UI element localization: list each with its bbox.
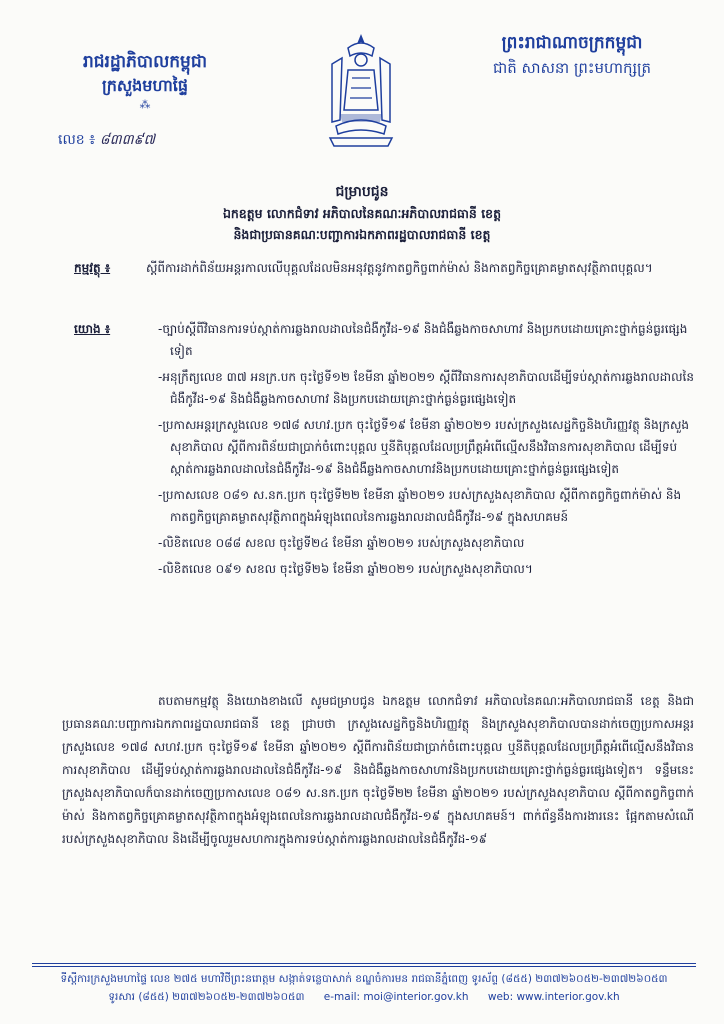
footer-contacts [32,988,696,1006]
reference-item: -លិខិតលេខ ០៩១ សខល ចុះថ្ងៃទី២៦ ខែមីនា ឆ្នាំ២០២១ របស់ក្រសួងសុខាភិបាល។ [158,562,533,576]
footer-email[interactable]: e-mail: moi@interior.gov.kh [323,991,469,1003]
reference-label: លេខ ៖ [58,132,96,148]
references-section [74,318,694,584]
royal-emblem-icon [318,30,404,150]
footer-fax: ទូរសារ (៨៥៥) ២៣៧២៦០៥២-២៣៧២៦០៥៣ [108,991,305,1003]
references-label: យោង ៖ [74,322,111,336]
reference-item: -ច្បាប់ស្តីពីវិធានការទប់ស្កាត់ការឆ្លងរាលដាលនៃជំងឺកូវីដ-១៩ និងជំងឺឆ្លងកាចសាហាវ និងប្រកបដោយគ្រោះថ្នាក់ធ្ងន់ធ្ងរផ្សេងទៀត [158,322,688,358]
ornament: ⁂ [139,98,151,111]
reference-value: ៨៣៣៩៧ [99,132,155,148]
salutation: ជម្រាបជូន [335,184,389,200]
reference-item: -លិខិតលេខ ០៨៨ សខល ចុះថ្ងៃទី២៤ ខែមីនា ឆ្នាំ២០២១ របស់ក្រសួងសុខាភិបាល [158,536,525,550]
references-list [158,318,694,580]
header-right [452,30,692,80]
reference-item: -ប្រកាសអន្តរក្រសួងលេខ ១៧៨ សហវ.ប្រក ចុះថ្ងៃទី១៩ ខែមីនា ឆ្នាំ២០២១ របស់ក្រសួងសេដ្ឋកិច្ចនិងហិរញ្ញវត្ថុ និងក្រសួងសុខាភិបាល ស្តីពីការពិន័យជាប្រាក់ចំពោះបុគ្គល ឬនីតិបុគ្គលដែលប្រព្រឹត្តអំពើល្មើសនឹងវិធានការសុខាភិបាល ដើម្បីទប់ស្កាត់ការឆ្លងរាលដាលនៃជំងឺកូវីដ-១៩ និងជំងឺឆ្លងកាចសាហាវនិងប្រកបដោយគ្រោះថ្នាក់ធ្ងន់ធ្ងរផ្សេងទៀត [158,418,690,476]
subject-text: ស្តីពីការដាក់ពិន័យអន្តរកាលលើបុគ្គលដែលមិនអនុវត្តនូវកាតព្វកិច្ចពាក់ម៉ាស់ និងកាតព្វកិច្ចគ្រោគម្លាតសុវត្ថិភាពបុគ្គល។ [146,261,653,275]
reference-item: -អនុក្រឹត្យលេខ ៣៧ អនក្រ.បក ចុះថ្ងៃទី១២ ខែមីនា ឆ្នាំ២០២១ ស្តីពីវិធានការសុខាភិបាលដើម្បីទប់ស្កាត់ការឆ្លងរាលដាលនៃជំងឺកូវីដ-១៩ និងជំងឺឆ្លងកាចសាហាវ និងប្រកបដោយគ្រោះថ្នាក់ធ្ងន់ធ្ងរផ្សេងទៀត [158,370,694,406]
kingdom-name: ព្រះរាជាណាចក្រកម្ពុជា [501,33,643,53]
letter-body [62,690,694,851]
reference-item: -ប្រកាសលេខ ០៨១ ស.នក.ប្រក ចុះថ្ងៃទី២២ ខែមីនា ឆ្នាំ២០២១ របស់ក្រសួងសុខាភិបាល ស្តីពីកាតព្វកិច្ចពាក់ម៉ាស់ និងកាតព្វកិច្ចគ្រោគម្លាតសុវត្ថិភាពក្នុងអំឡុងពេលនៃការឆ្លងរាលដាលជំងឺកូវីដ-១៩ ក្នុងសហគមន៍ [158,488,682,524]
national-motto: ជាតិ សាសនា ព្រះមហាក្សត្រ [492,59,652,77]
header-left [40,50,250,112]
subject-section [74,257,694,279]
body-paragraph: តបតាមកម្មវត្ថុ និងយោងខាងលើ សូមជម្រាបជូន ឯកឧត្តម លោកជំទាវ អភិបាលនៃគណៈអភិបាលរាជធានី ខេត្ត និងជាប្រធានគណៈបញ្ជាការឯកភាពរដ្ឋបាលរាជធានី ខេត្ត ជ្រាបថា ក្រសួងសេដ្ឋកិច្ចនិងហិរញ្ញវត្ថុ និងក្រសួងសុខាភិបាលបានដាក់ចេញប្រកាសអន្តរក្រសួងលេខ ១៧៨ សហវ.ប្រក ចុះថ្ងៃទី១៩ ខែមីនា ឆ្នាំ២០២១ ស្តីពីការពិន័យជាប្រាក់ចំពោះបុគ្គល ឬនីតិបុគ្គលដែលប្រព្រឹត្តអំពើល្មើសនឹងវិធានការសុខាភិបាល ដើម្បីទប់ស្កាត់ការឆ្លងរាលដាលនៃជំងឺកូវីដ-១៩ និងជំងឺឆ្លងកាចសាហាវនិងប្រកបដោយគ្រោះថ្នាក់ធ្ងន់ធ្ងរផ្សេងទៀត។ ទន្ទឹមនេះ ក្រសួងសុខាភិបាលក៏បានដាក់ចេញប្រកាសលេខ ០៨១ ស.នក.ប្រក ចុះថ្ងៃទី២២ ខែមីនា ឆ្នាំ២០២១ របស់ក្រសួងសុខាភិបាល ស្តីពីកាតព្វកិច្ចពាក់ម៉ាស់ និងកាតព្វកិច្ចគ្រោគម្លាតសុវត្ថិភាពក្នុងអំឡុងពេលនៃការឆ្លងរាលដាលជំងឺកូវីដ-១៩ ក្នុងសហគមន៍។ ពាក់ព័ន្ធនឹងការងារនេះ ផ្អែកតាមសំណើរបស់ក្រសួងសុខាភិបាល និងដើម្បីចូលរួមសហការក្នុងការទប់ស្កាត់ការឆ្លងរាលដាលនៃជំងឺកូវីដ-១៩ [62,694,694,846]
footer [32,970,696,1006]
footer-address: ទីស្តីការក្រសួងមហាផ្ទៃ លេខ ២៧៥ មហាវិថីព្រះនរោត្តម សង្កាត់ទន្លេបាសាក់ ខណ្ឌចំការមន រាជធានីភ្នំពេញ ទូរស័ព្ទ (៨៥៥) ២៣៧២៦០៥២-២៣៧២៦០៥៣ [60,973,668,985]
government-name: រាជរដ្ឋាភិបាលកម្ពុជា [82,52,208,72]
addressee-line1: ឯកឧត្តម លោកជំទាវ អភិបាលនៃគណៈអភិបាលរាជធានី ខេត្ត [222,206,502,221]
ministry-name: ក្រសួងមហាផ្ទៃ [101,76,188,95]
footer-web[interactable]: web: www.interior.gov.kh [487,991,620,1003]
subject-label: កម្មវត្ថុ ៖ [74,261,111,275]
footer-divider [32,966,696,967]
reference-number [58,130,155,151]
footer-divider [32,963,696,964]
addressee-line2: និងជាប្រធានគណៈបញ្ជាការឯកភាពរដ្ឋបាលរាជធានី ខេត្ត [233,227,491,242]
